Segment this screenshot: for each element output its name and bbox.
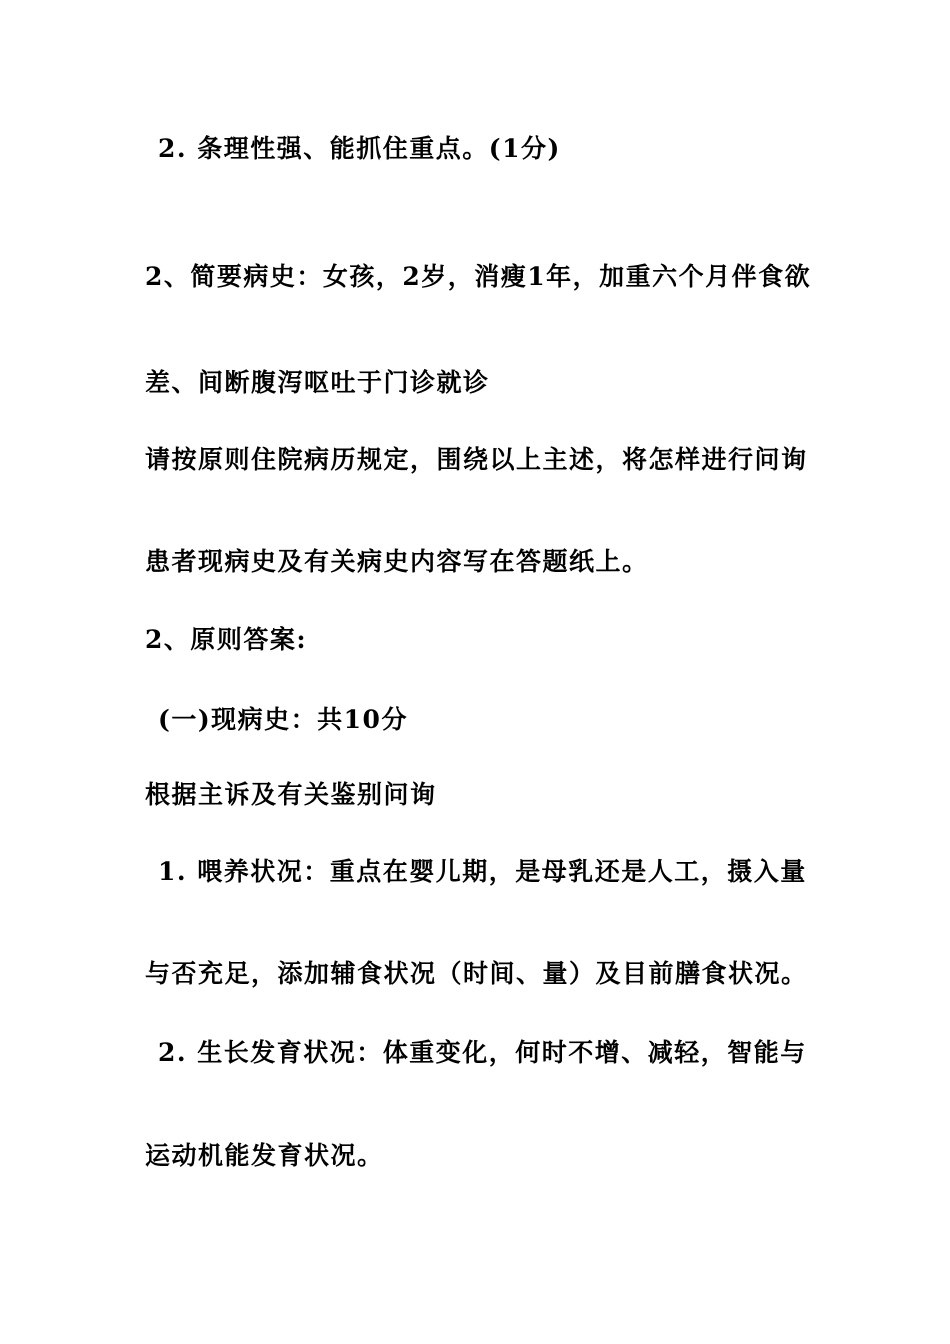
- growth-item-line-1: 2. 生长发育状况：体重变化，何时不增、减轻，智能与: [158, 1038, 807, 1067]
- answer-heading: 2、原则答案:: [145, 625, 308, 654]
- feeding-item-line-1: 1. 喂养状况：重点在婴儿期，是母乳还是人工，摄入量: [158, 857, 807, 886]
- section-intro: 根据主诉及有关鉴别问询: [145, 780, 437, 809]
- instruction-line-2: 患者现病史及有关病史内容写在答题纸上。: [145, 547, 649, 576]
- feeding-item-line-2: 与否充足，添加辅食状况（时间、量）及目前膳食状况。: [145, 959, 808, 988]
- case-history-line-2: 差、间断腹泻呕吐于门诊就诊: [145, 368, 490, 397]
- growth-item-line-2: 运动机能发育状况。: [145, 1141, 384, 1170]
- scoring-criterion-line: 2. 条理性强、能抓住重点。(1分): [158, 134, 561, 163]
- instruction-line-1: 请按原则住院病历规定，围绕以上主述，将怎样进行问询: [145, 445, 808, 474]
- case-history-line-1: 2、简要病史：女孩，2岁，消瘦1年，加重六个月伴食欲: [145, 262, 812, 291]
- section-heading-present-illness: (一)现病史：共10分: [158, 705, 408, 734]
